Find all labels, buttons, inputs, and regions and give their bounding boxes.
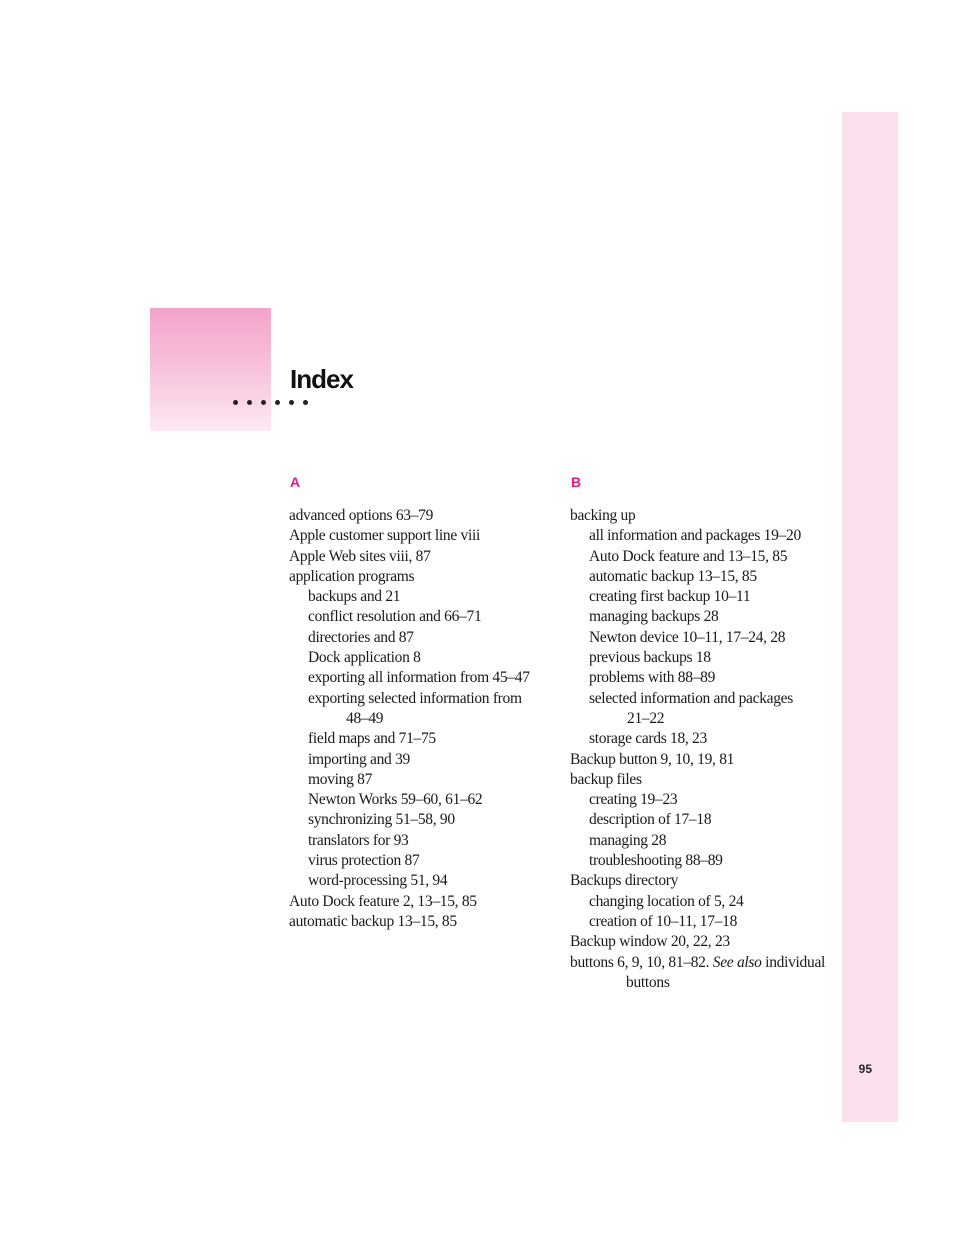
side-tab (842, 112, 898, 1122)
index-subentry: Auto Dock feature and 13–15, 85 (589, 547, 788, 565)
index-entry: Backup button 9, 10, 19, 81 (570, 750, 735, 768)
index-entry: application programs (289, 567, 415, 585)
index-subentry: field maps and 71–75 (308, 730, 436, 748)
index-subentry: word-processing 51, 94 (308, 872, 448, 890)
index-subentry: troubleshooting 88–89 (589, 852, 723, 870)
index-entry: Backups directory (570, 872, 679, 890)
index-entry: backup files (570, 770, 642, 788)
index-subentry: creating 19–23 (589, 791, 678, 809)
index-subentry: synchronizing 51–58, 90 (308, 811, 455, 829)
page-number: 95 (858, 1062, 872, 1076)
see-also-reference: See also (712, 953, 762, 971)
index-entry: Apple customer support line viii (289, 527, 481, 545)
index-entry: advanced options 63–79 (289, 507, 434, 524)
index-subentry: conflict resolution and 66–71 (308, 608, 482, 626)
index-subentry: backups and 21 (308, 588, 401, 606)
index-subentry: automatic backup 13–15, 85 (589, 567, 757, 585)
index-subentry: virus protection 87 (308, 852, 420, 870)
index-subentry: selected information and packages (589, 689, 793, 707)
index-subentry: Dock application 8 (308, 649, 421, 667)
index-subentry: importing and 39 (308, 750, 410, 768)
index-subentry: all information and packages 19–20 (589, 527, 801, 545)
section-letter-b: B (571, 474, 582, 490)
index-subentry: managing backups 28 (589, 608, 719, 626)
index-column-a (289, 506, 549, 932)
entry-text: buttons 6, 9, 10, 81–82. (570, 953, 713, 971)
index-subentry: previous backups 18 (589, 649, 711, 667)
index-subentry: problems with 88–89 (589, 669, 716, 687)
index-entry: backing up (570, 507, 636, 524)
index-subentry: description of 17–18 (589, 811, 712, 829)
index-subentry: exporting selected information from (308, 689, 522, 707)
index-subentry: Newton Works 59–60, 61–62 (308, 791, 483, 809)
index-column-b (570, 506, 832, 993)
index-subentry: creation of 10–11, 17–18 (589, 912, 738, 930)
index-subentry: storage cards 18, 23 (589, 730, 707, 748)
page-title: Index (290, 364, 353, 394)
index-subentry: directories and 87 (308, 628, 414, 646)
index-continuation: 48–49 (346, 709, 384, 727)
index-continuation: buttons (626, 973, 670, 991)
index-entry: Auto Dock feature 2, 13–15, 85 (289, 892, 477, 910)
index-subentry: translators for 93 (308, 831, 409, 849)
index-continuation: 21–22 (627, 709, 665, 727)
index-entry: Backup window 20, 22, 23 (570, 933, 730, 951)
index-subentry: managing 28 (589, 831, 667, 849)
dot-leader-ornament (231, 400, 311, 420)
index-entry: Apple Web sites viii, 87 (289, 547, 431, 565)
index-entry-buttons (570, 953, 832, 973)
index-subentry: changing location of 5, 24 (589, 892, 744, 910)
index-subentry: exporting all information from 45–47 (308, 669, 530, 687)
entry-text: individual (761, 953, 826, 971)
index-subentry: Newton device 10–11, 17–24, 28 (589, 628, 786, 646)
index-subentry: moving 87 (308, 770, 373, 788)
index-entry: automatic backup 13–15, 85 (289, 912, 457, 930)
section-letter-a: A (290, 474, 301, 490)
index-subentry: creating first backup 10–11 (589, 588, 751, 606)
